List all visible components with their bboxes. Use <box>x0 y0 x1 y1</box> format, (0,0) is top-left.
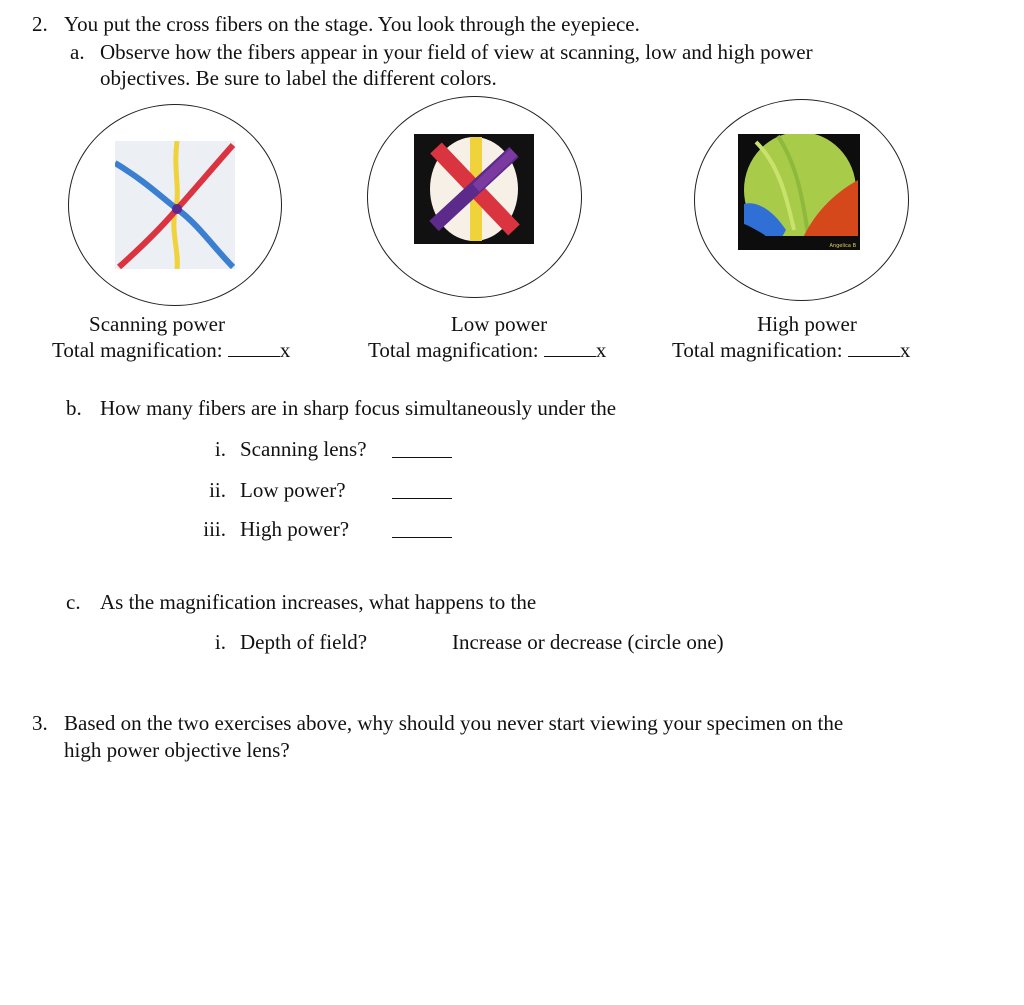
part-c-item-1-label: Depth of field? <box>240 630 368 654</box>
part-c-item-1-number: i. <box>214 630 226 654</box>
part-b-item-3-label: High power? <box>240 517 350 541</box>
high-magnification-blank[interactable] <box>848 356 900 357</box>
part-b-item-1-label: Scanning lens? <box>240 437 367 461</box>
part-b-letter: b. <box>66 396 82 420</box>
low-power-title: Low power <box>450 312 548 336</box>
scanning-magnification <box>52 336 290 364</box>
question-3-number: 3. <box>32 711 48 735</box>
part-b-text: How many fibers are in sharp focus simultaneously under the <box>100 396 617 420</box>
high-magnification-unit: x <box>899 338 911 362</box>
high-power-title: High power <box>757 312 857 336</box>
scanning-power-title: Scanning power <box>89 312 225 336</box>
part-a-letter: a. <box>70 40 85 64</box>
low-magnification-unit: x <box>595 338 607 362</box>
part-b-item-1-number: i. <box>214 437 226 461</box>
part-a-line-1: Observe how the fibers appear in your field of view at scanning, low and high power <box>100 40 813 64</box>
low-power-image <box>414 134 534 244</box>
high-magnification-label: Total magnification: <box>672 338 843 362</box>
depth-of-field-choice[interactable]: Increase or decrease (circle one) <box>452 630 724 654</box>
low-magnification <box>368 336 606 364</box>
low-magnification-label: Total magnification: <box>368 338 539 362</box>
part-b-item-1-blank[interactable] <box>392 436 452 458</box>
part-a-line-2: objectives. Be sure to label the different colors. <box>100 66 497 90</box>
high-power-watermark: Angelica B <box>829 243 856 249</box>
high-magnification <box>672 336 910 364</box>
scanning-magnification-blank[interactable] <box>228 356 280 357</box>
scanning-magnification-unit: x <box>279 338 291 362</box>
question-3-line-1: Based on the two exercises above, why should you never start viewing your specimen on the <box>64 711 844 735</box>
scanning-power-image <box>115 141 235 269</box>
part-c-text: As the magnification increases, what happens to the <box>100 590 537 614</box>
part-b-item-2-label: Low power? <box>240 478 346 502</box>
question-3-line-2: high power objective lens? <box>64 738 290 762</box>
low-magnification-blank[interactable] <box>544 356 596 357</box>
part-b-item-2-number: ii. <box>209 478 226 502</box>
part-c-letter: c. <box>66 590 81 614</box>
question-2-text: You put the cross fibers on the stage. You look through the eyepiece. <box>64 12 640 36</box>
high-power-image <box>738 134 860 250</box>
scanning-magnification-label: Total magnification: <box>52 338 223 362</box>
part-b-item-2-blank[interactable] <box>392 477 452 499</box>
part-b-item-3-number: iii. <box>203 517 226 541</box>
question-2-number: 2. <box>32 12 48 36</box>
part-b-item-3-blank[interactable] <box>392 516 452 538</box>
